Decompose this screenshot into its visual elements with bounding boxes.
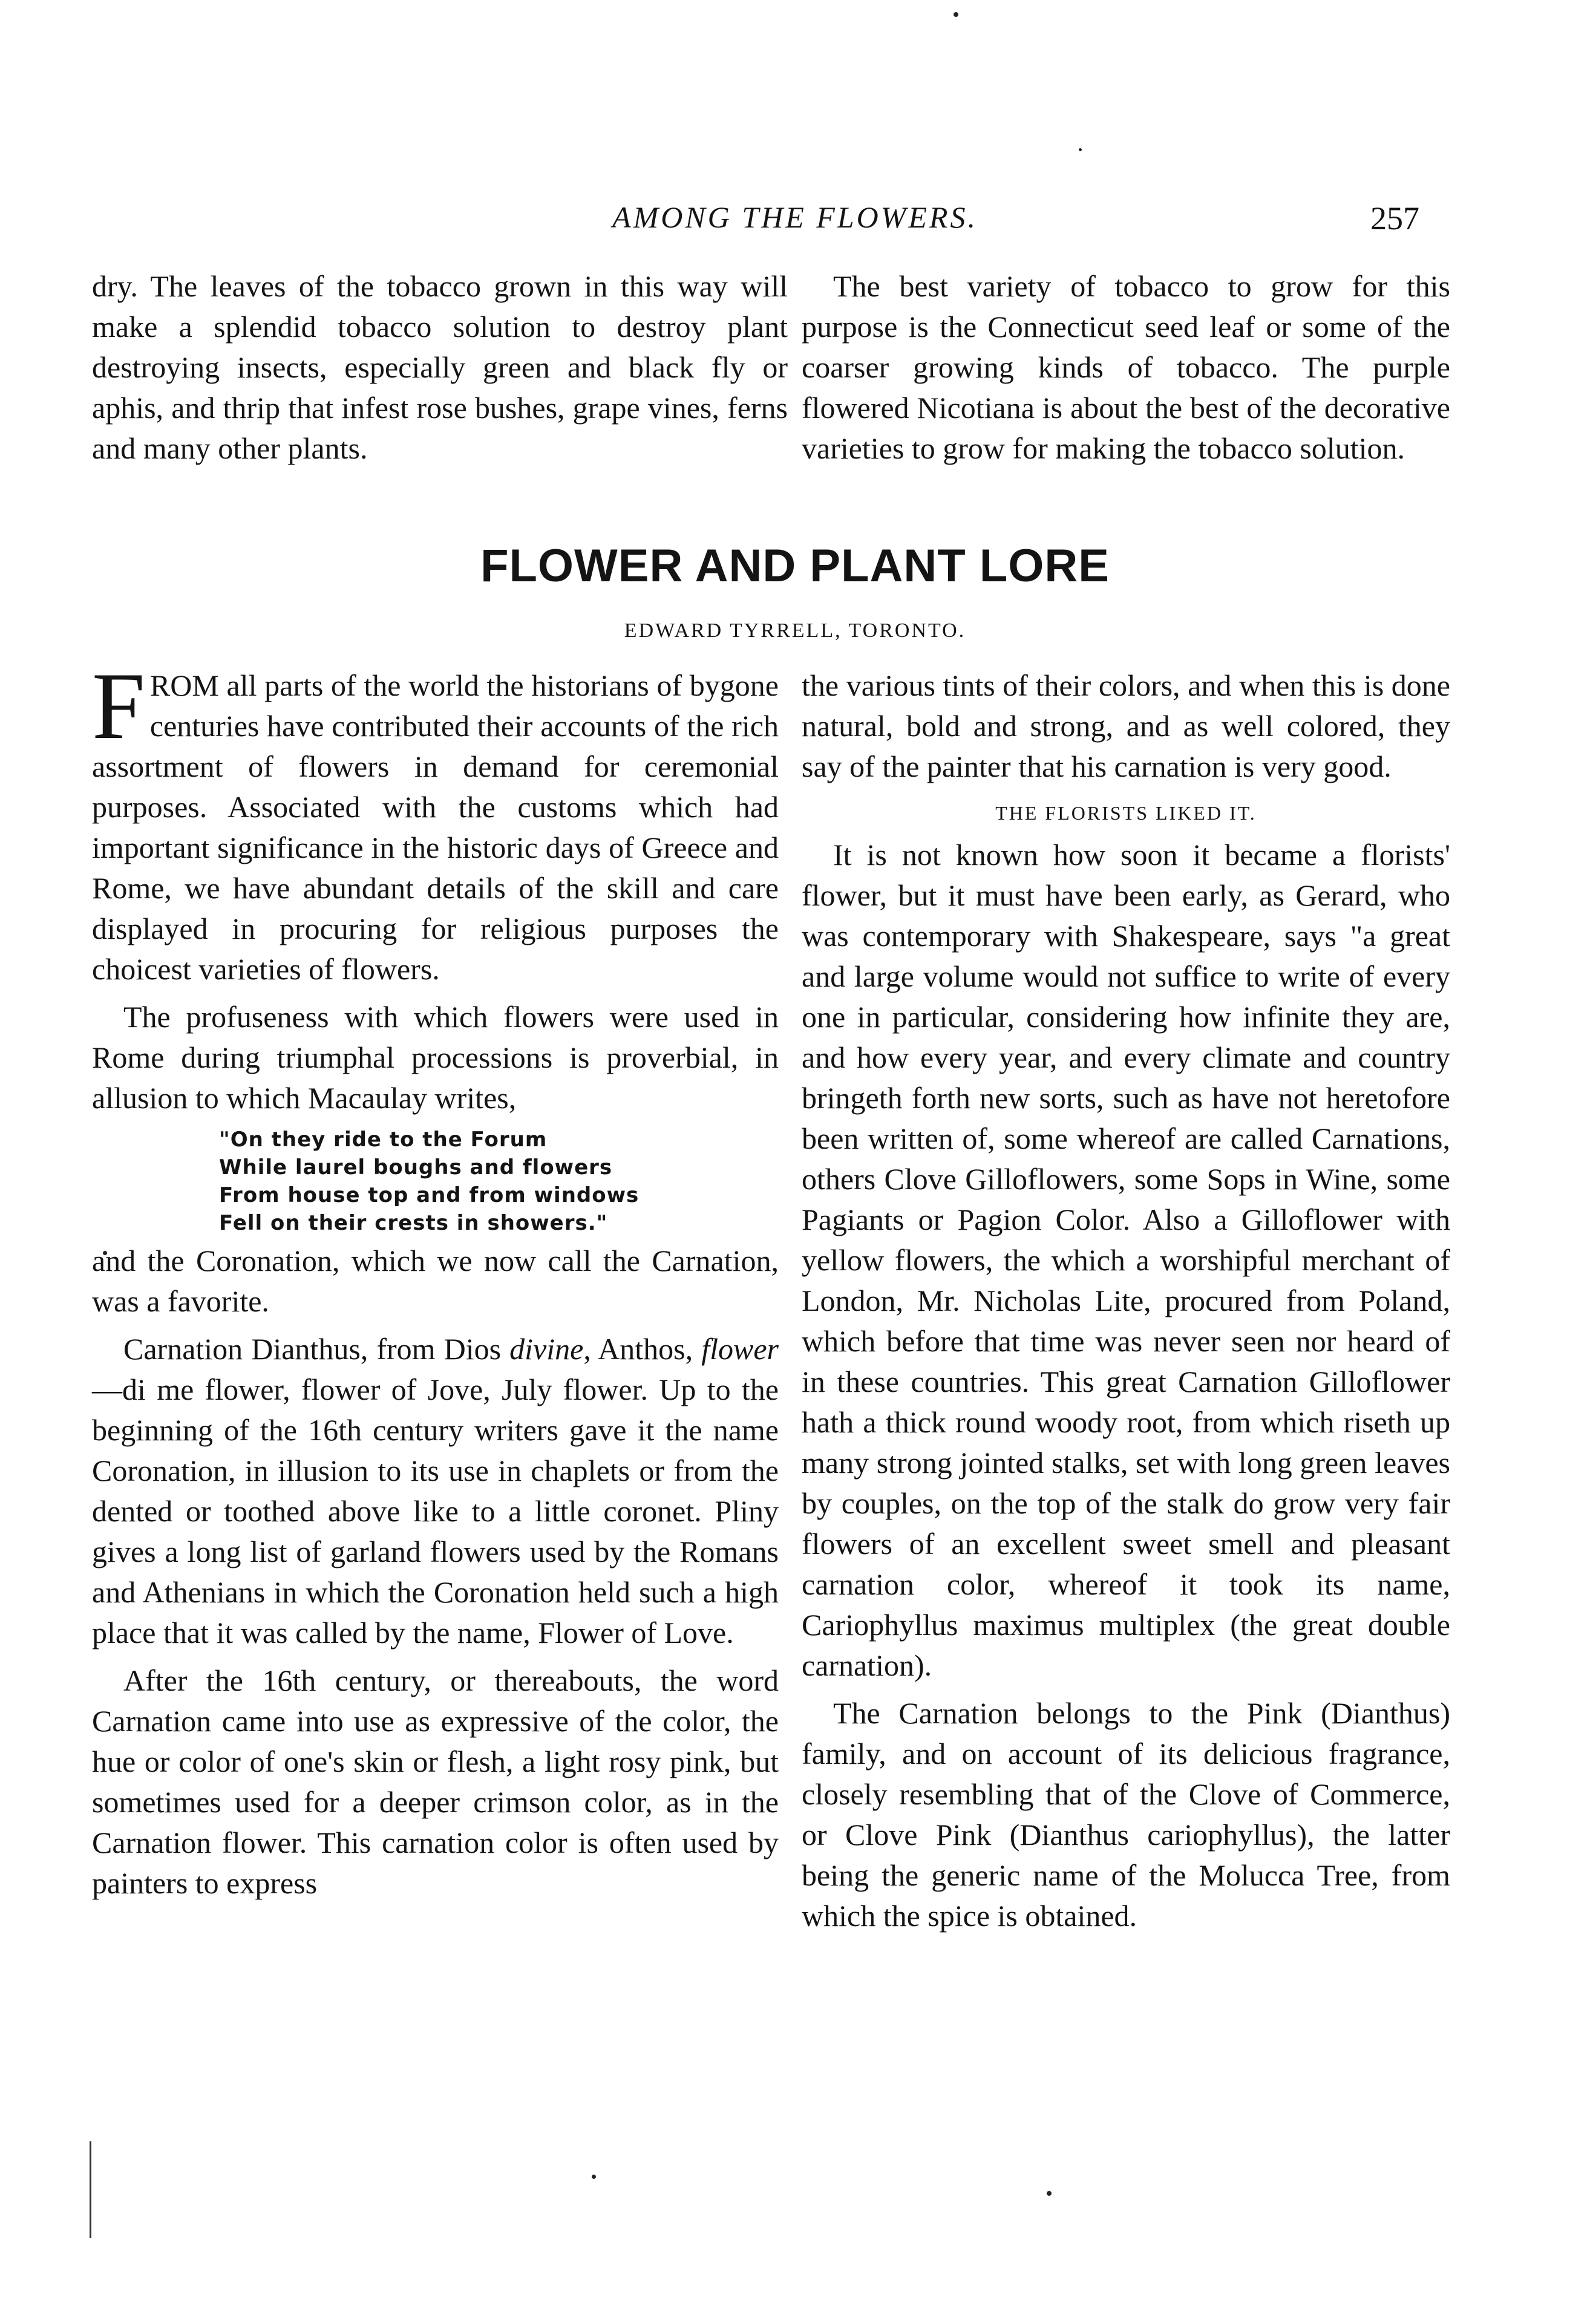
article-title: FLOWER AND PLANT LORE <box>480 540 1110 592</box>
verse-line: "On they ride to the Forum <box>219 1128 548 1152</box>
verse-line: Fell on their crests in showers." <box>219 1211 608 1235</box>
italic-word: flower <box>701 1332 779 1366</box>
paragraph-text: ROM all parts of the world the historians of bygone centuries have contributed their accounts of the rich assortment of flowers in demand for ceremonial purposes. Associated with the customs which had important significance in the historic days of Greece and Rome, we have abundant details of the skill and care displayed in procuring for religious purposes the choicest varieties of flowers. <box>92 668 779 986</box>
paragraph <box>92 653 779 990</box>
verse-line: While laurel boughs and flowers <box>219 1155 613 1180</box>
continued-text-right <box>802 266 1450 469</box>
paragraph-text: , Anthos, <box>583 1332 702 1366</box>
article-right-column <box>802 665 1450 1936</box>
verse-line: From house top and from windows <box>219 1183 640 1207</box>
article-left-column <box>92 653 779 1904</box>
paragraph: After the 16th century, or thereabouts, the word Carnation came into use as expressive of the color, the hue or color of one's skin or flesh, a light rosy pink, but sometimes used for a deeper crimson color, as in the Carnation flower. This carnation color is often used by painters to express <box>92 1663 779 1900</box>
verse-quote <box>219 1126 779 1237</box>
page-number: 257 <box>1370 200 1419 237</box>
paragraph: The Carnation belongs to the Pink (Dianthus) family, and on account of its delicious fragrance, closely resembling that of the Clove of Commerce, or Clove Pink (Dianthus cariophyllus), the latter being the generic name of the Molucca Tree, from which the spice is obtained. <box>802 1696 1450 1933</box>
paragraph: the various tints of their colors, and when this is done natural, bold and strong, and as well colored, they say of the painter that his carnation is very good. <box>802 668 1450 783</box>
paragraph-text: Carnation Dianthus, from Dios <box>123 1332 510 1366</box>
scan-speck <box>954 12 958 17</box>
italic-word: divine <box>509 1332 584 1366</box>
paragraph-text: —di me flower, flower of Jove, July flower. Up to the beginning of the 16th century writers gave it the name Coronation, in illusion to its use in chaplets or from the dented or toothed above like to a little coronet. Pliny gives a long list of garland flowers used by the Romans and Athenians in which the Coronation held such a high place that it was called by the name, Flower of Love. <box>92 1373 779 1650</box>
paragraph: The profuseness with which flowers were used in Rome during triumphal processions is proverbial, in allusion to which Macaulay writes, <box>92 1000 779 1115</box>
section-subheading: THE FLORISTS LIKED IT. <box>995 802 1257 824</box>
paragraph <box>92 1329 779 1653</box>
continued-text-left <box>92 266 788 469</box>
paragraph: and the Coronation, which we now call the Carnation, was a favorite. <box>92 1244 779 1318</box>
scan-speck <box>1047 2191 1052 2196</box>
scan-speck <box>1079 148 1082 151</box>
running-title: AMONG THE FLOWERS. <box>612 200 978 234</box>
scan-margin-line <box>90 2141 91 2238</box>
paragraph: It is not known how soon it became a florists' flower, but it must have been early, as Gerard, who was contemporary with Shakespeare, says "a great and large volume would not suffice to write of every one in particular, considering how infinite they are, and how every year, and every climate and country bringeth forth new sorts, such as have not heretofore been written of, some whereof are called Carnations, others Clove Gilloflowers, some Sops in Wine, some Pagiants or Pagion Color. Also a Gilloflower with yellow flowers, the which a worshipful merchant of London, Mr. Nicholas Lite, procured from Poland, which before that time was never seen nor heard of in these countries. This great Carnation Gilloflower hath a thick round woody root, from which riseth up many strong jointed stalks, set with long green leaves by couples, on the top of the stalk do grow very fair flowers of an excellent sweet smell and pleasant carnation color, whereof it took its name, Cariophyllus maximus multiplex (the great double carnation). <box>802 838 1450 1682</box>
paragraph: The best variety of tobacco to grow for this purpose is the Connecticut seed leaf or some of the coarser growing kinds of tobacco. The purple flowered Nicotiana is about the best of the decorative varieties to grow for making the tobacco solution. <box>802 269 1450 465</box>
paragraph: dry. The leaves of the tobacco grown in this way will make a splendid tobacco solution to destroy plant destroying insects, especially green and black fly or aphis, and thrip that infest rose bushes, grape vines, ferns and many other plants. <box>92 269 788 465</box>
article-byline: EDWARD TYRRELL, TORONTO. <box>624 619 966 642</box>
drop-cap: F <box>92 653 145 759</box>
scan-speck <box>592 2175 596 2179</box>
